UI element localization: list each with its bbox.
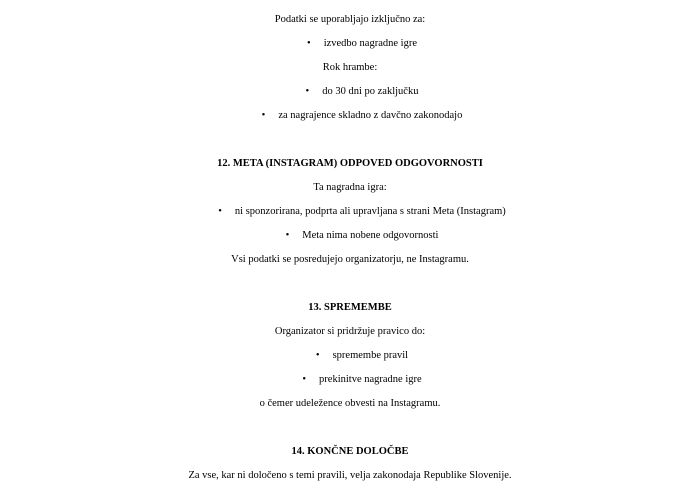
- paragraph-organizator-pravica: Organizator si pridržuje pravico do:: [274, 326, 426, 337]
- bullet-text: za nagrajence skladno z davčno zakonodajo: [278, 110, 463, 121]
- bullet-text: ni sponzorirana, podprta ali upravljana s strani Meta (Instagram): [234, 206, 506, 217]
- paragraph-obvesti-instagram: o čemer udeležence obvesti na Instagramu.: [259, 398, 441, 409]
- bullet-text: do 30 dni po zaključku: [322, 86, 419, 97]
- bullet-item-spremembe-pravil: [0, 344, 700, 368]
- bullet-marker: •: [315, 350, 320, 361]
- bullet-text: spremembe pravil: [332, 350, 409, 361]
- bullet-item-prekinitve: [0, 368, 700, 392]
- bullet-text: prekinitve nagradne igre: [319, 374, 422, 385]
- bullet-item-izvedbo: [0, 32, 700, 56]
- bullet-marker: •: [285, 230, 290, 241]
- section-heading-12: 12. META (INSTAGRAM) ODPOVED ODGOVORNOSTI: [217, 158, 483, 169]
- section-heading-14: 14. KONČNE DOLOČBE: [291, 446, 409, 457]
- paragraph-rok-hrambe: Rok hrambe:: [322, 62, 378, 73]
- bullet-item-ni-sponzorirana: [0, 200, 700, 224]
- bullet-marker: •: [261, 110, 266, 121]
- bullet-item-meta-odgovornost: [0, 224, 700, 248]
- bullet-item-30-dni: [0, 80, 700, 104]
- bullet-marker: •: [302, 374, 307, 385]
- bullet-marker: •: [218, 206, 222, 217]
- bullet-marker: •: [307, 38, 311, 49]
- paragraph-zakonodaja-slovenije: Za vse, kar ni določeno s temi pravili, velja zakonodaja Republike Slovenije.: [188, 470, 512, 481]
- paragraph-data-usage: Podatki se uporabljajo izključno za:: [274, 14, 426, 25]
- section-heading-13: 13. SPREMEMBE: [308, 302, 392, 313]
- paragraph-ta-nagradna-igra: Ta nagradna igra:: [313, 182, 387, 193]
- bullet-item-nagrajence: [0, 104, 700, 128]
- bullet-marker: •: [305, 86, 310, 97]
- bullet-text: izvedbo nagradne igre: [323, 38, 417, 49]
- paragraph-vsi-podatki: Vsi podatki se posredujejo organizatorju, ne Instagramu.: [231, 254, 469, 265]
- bullet-text: Meta nima nobene odgovornosti: [302, 230, 439, 241]
